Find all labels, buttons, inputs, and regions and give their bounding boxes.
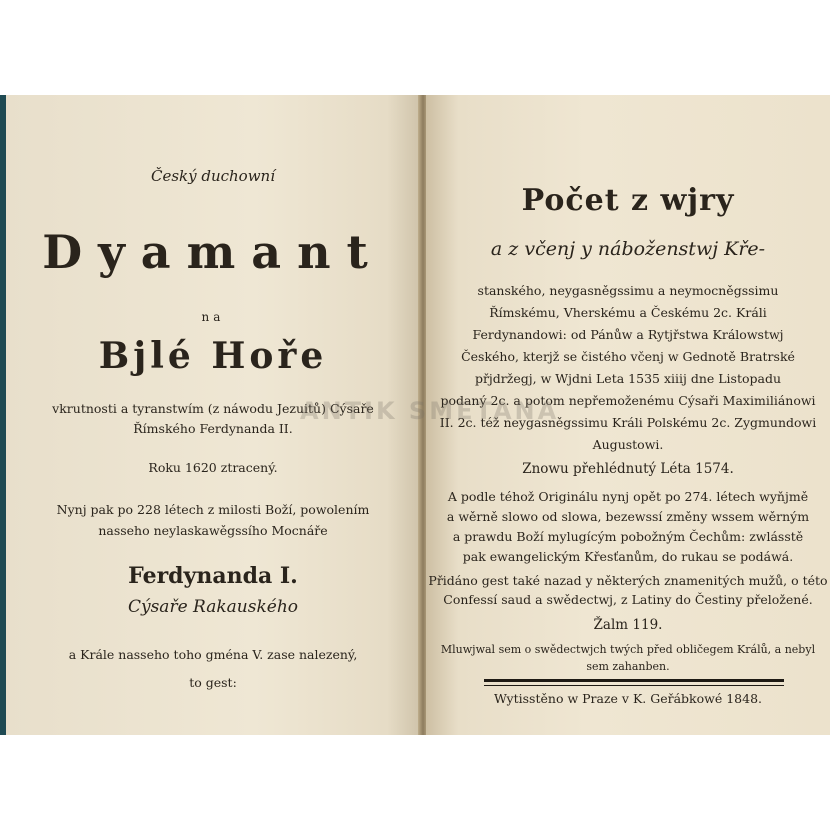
para2-line-1: A podle téhož Originálu nynj opět po 274. létech wyňjmě (447, 489, 809, 504)
right-subtitle: a z včenj y náboženstwj Kře- (490, 238, 766, 260)
para3-line-1: Přidáno gest také nazad y některých znamenitých mužů, o této (428, 573, 828, 588)
para2-line-4: pak ewangelickým Křesťanům, do rukau se podáwá. (462, 549, 794, 564)
quote-line-1: Mluwjwal sem o swědectwjch twých před obličegem Králů, a nebyl (440, 643, 816, 656)
right-line-6: podaný 2c. a potom nepřemoženému Cýsaři Maximiliánowi (440, 393, 816, 408)
place-title: Bjlé Hoře (98, 335, 328, 377)
para2-line-3: a prawdu Boží mylugícým pobožným Čechům: zwlásstě (452, 529, 804, 544)
right-line-2: Římskému, Vherskému a Českému 2c. Králi (489, 305, 767, 320)
left-text-2: Římského Ferdynanda II. (133, 421, 293, 436)
right-line-3: Ferdynandowi: od Pánůw a Rytjřstwa Králowstwj (472, 327, 784, 342)
left-text-7: to gest: (189, 675, 237, 690)
left-text-1: vkrutnosti a tyranstwím (z náwodu Jezuitů) Cýsaře (52, 401, 374, 416)
para3-line-2: Confessí saud a swědectwj, z Latiny do Čestiny přeložené. (443, 592, 813, 607)
imprint-line: Wytisstěno w Praze v K. Geřábkowé 1848. (493, 691, 762, 706)
open-book (0, 95, 830, 735)
ruler-title: Cýsaře Rakauského (127, 597, 299, 617)
rule-thin (484, 685, 784, 686)
para2-line-2: a wěrně slowo od slowa, bezewssí změny wssem wěrným (446, 509, 810, 524)
right-line-5: přjdržegj, w Wjdni Leta 1535 xiiij dne Listopadu (474, 371, 782, 386)
right-title: Počet z wjry (521, 183, 735, 218)
left-text-4: Nynj pak po 228 létech z milosti Boží, powolením (56, 502, 370, 517)
quote-line-2: sem zahanben. (586, 660, 670, 673)
reprint-line: Znowu přehlédnutý Léta 1574. (522, 461, 734, 477)
title-dyamant: Dyamant (42, 225, 384, 279)
ruler-name: Ferdynanda I. (128, 563, 298, 589)
right-line-7: II. 2c. též neygasněgssimu Králi Polskému 2c. Zygmundowi (439, 415, 817, 430)
psalm-line: Žalm 119. (593, 617, 663, 633)
left-text-6: a Krále nasseho toho gména V. zase nalezený, (68, 647, 358, 662)
left-text-3: Roku 1620 ztracený. (148, 460, 278, 475)
right-line-4: Českého, kterjž se čistého včenj w Gednotě Bratrské (461, 349, 795, 364)
right-line-1: stanského, neygasněgssimu a neymocněgssimu (477, 283, 779, 298)
right-line-8: Augustowi. (592, 437, 664, 452)
rule-thick (484, 679, 784, 682)
watermark: ANTIK SMETANA (300, 397, 560, 425)
subtitle-line: Český duchowní (150, 167, 276, 185)
word-na: na (201, 310, 225, 324)
left-text-5: nasseho neylaskawěgssího Mocnáře (98, 523, 328, 538)
